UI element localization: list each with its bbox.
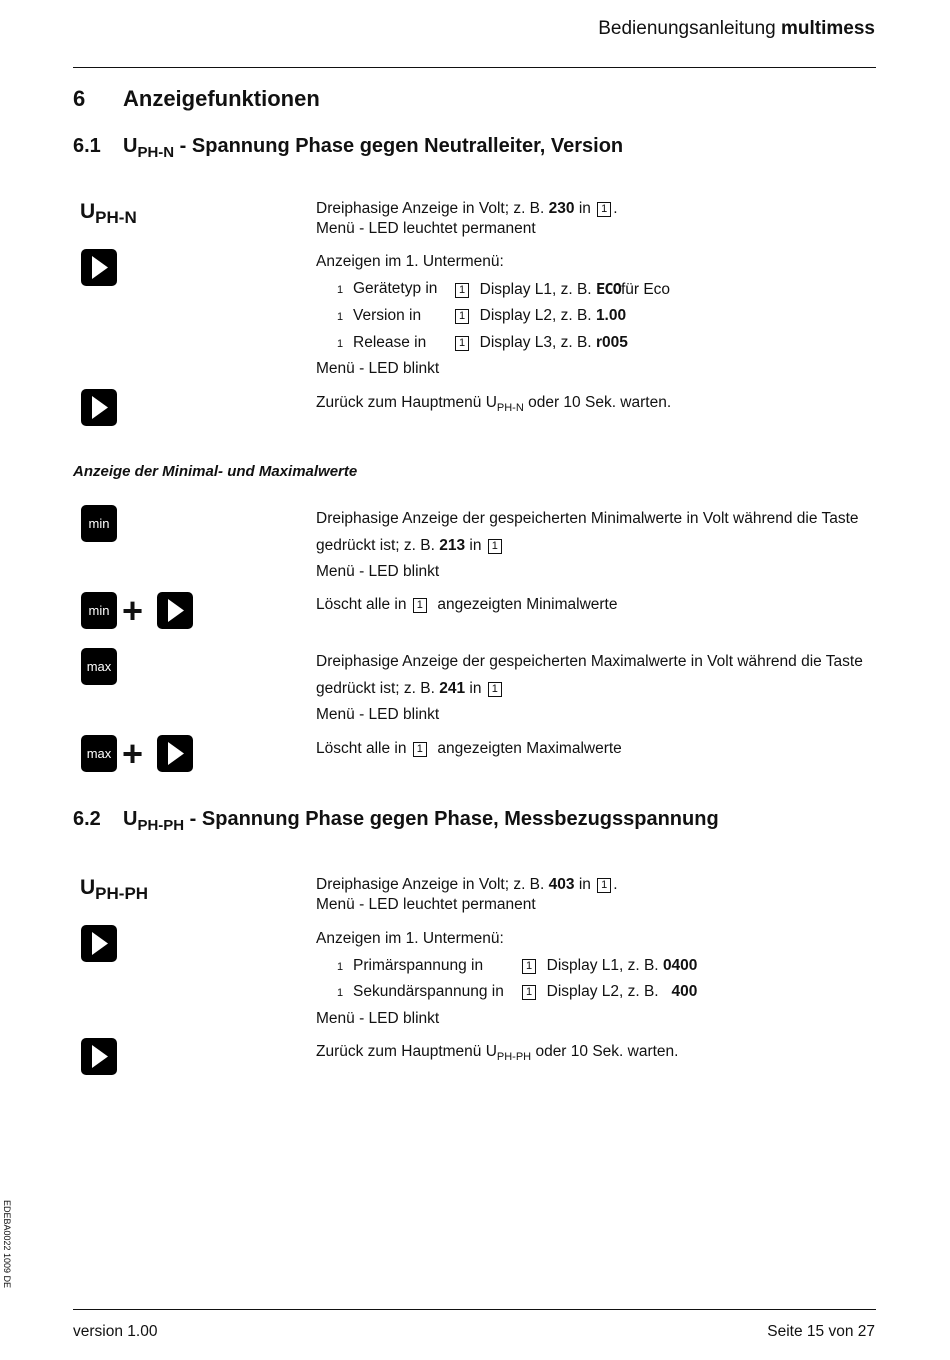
play-arrow-icon <box>81 1038 117 1075</box>
chapter-number: 6 <box>73 86 86 111</box>
bullet: 1 <box>337 284 344 296</box>
display-box-icon: 1 <box>597 202 611 217</box>
max-clear-pre: Löscht alle in <box>316 740 407 757</box>
s2-back-pre: Zurück zum Hauptmenü U <box>316 1043 497 1060</box>
chapter-title: Anzeigefunktionen <box>123 86 320 111</box>
symbol-sub: PH-PH <box>95 884 149 903</box>
symbol-u: U <box>80 200 96 223</box>
next-button[interactable] <box>81 249 117 286</box>
max-button[interactable]: max <box>81 648 117 685</box>
back-button[interactable] <box>81 1038 117 1075</box>
bullet: 1 <box>337 311 344 323</box>
s1-back <box>316 393 671 414</box>
side-document-code: EDEBA0022 1009 DE <box>2 1200 12 1289</box>
display-box-icon: 1 <box>488 682 502 697</box>
s2-item-value: 0400 <box>662 957 698 974</box>
s1-led-blink: Menü - LED blinkt <box>316 360 440 377</box>
min-clear <box>316 595 618 615</box>
s2-line1-post: . <box>613 876 618 893</box>
s2-item-1-label <box>337 956 483 977</box>
s2-back <box>316 1042 678 1063</box>
max-line1: Dreiphasige Anzeige der gespeicherten Maximalwerte in Volt während die Taste <box>316 653 863 670</box>
page-header <box>598 18 875 40</box>
s2-item-display: Display L1, z. B. <box>546 957 659 974</box>
next-button[interactable] <box>81 925 117 962</box>
s2-line1-pre: Dreiphasige Anzeige in Volt; z. B. <box>316 876 545 893</box>
section-1-heading <box>73 135 624 161</box>
min-button[interactable]: min <box>81 505 117 542</box>
s1-line1-post: . <box>613 200 618 217</box>
section-1-title-sub: PH-N <box>137 144 175 161</box>
s1-line1-pre: Dreiphasige Anzeige in Volt; z. B. <box>316 200 545 217</box>
max-line2-pre: gedrückt ist; z. B. <box>316 680 435 697</box>
play-arrow-icon <box>157 735 193 772</box>
bullet: 1 <box>337 961 344 973</box>
display-box-icon: 1 <box>413 598 427 613</box>
symbol-sub: PH-N <box>95 208 137 227</box>
section-2-heading <box>73 808 719 834</box>
s2-item-1-display <box>520 956 697 976</box>
s2-item-label: Primärspannung in <box>353 957 484 974</box>
chapter-heading <box>73 86 320 112</box>
min-line1: Dreiphasige Anzeige der gespeicherten Minimalwerte in Volt während die Taste <box>316 510 859 527</box>
s2-submenu: Anzeigen im 1. Untermenü: <box>316 930 504 947</box>
s1-item-value: 1.00 <box>595 307 627 324</box>
s2-back-post: oder 10 Sek. warten. <box>531 1043 679 1060</box>
min-value: 213 <box>439 537 466 554</box>
s2-back-sub: PH-PH <box>496 1051 532 1063</box>
s2-line1-in: in <box>578 876 591 893</box>
s2-line1 <box>316 875 618 895</box>
display-box-icon: 1 <box>597 878 611 893</box>
min-button[interactable]: min <box>81 592 117 629</box>
section-1-number: 6.1 <box>73 135 101 157</box>
symbol-u: U <box>80 876 96 899</box>
s1-item-value: ECO <box>595 280 621 298</box>
symbol-uph-n <box>80 200 137 227</box>
min-line2-pre: gedrückt ist; z. B. <box>316 537 435 554</box>
s1-item-display: Display L3, z. B. <box>479 334 592 351</box>
footer-page: Seite 15 von 27 <box>767 1323 875 1340</box>
s1-item-3-label <box>337 333 426 354</box>
s2-item-2-label <box>337 982 504 1003</box>
s1-item-1-display <box>453 279 670 300</box>
s1-line1-value: 230 <box>548 200 575 217</box>
play-arrow-icon <box>81 389 117 426</box>
play-arrow-icon <box>157 592 193 629</box>
max-in: in <box>469 680 482 697</box>
s1-line1-in: in <box>578 200 591 217</box>
section-2-title-sub: PH-PH <box>137 817 185 834</box>
min-clear-pre: Löscht alle in <box>316 596 407 613</box>
display-box-icon: 1 <box>488 539 502 554</box>
footer-version: version 1.00 <box>73 1323 158 1340</box>
s1-back-post: oder 10 Sek. warten. <box>523 394 672 411</box>
s2-line2: Menü - LED leuchtet permanent <box>316 896 536 913</box>
display-box-icon: 1 <box>455 309 469 324</box>
display-box-icon: 1 <box>455 336 469 351</box>
section-2-number: 6.2 <box>73 808 101 830</box>
s1-item-value: r005 <box>595 334 628 351</box>
s1-back-sub: PH-N <box>496 402 524 414</box>
minmax-heading: Anzeige der Minimal- und Maximalwerte <box>73 463 358 480</box>
max-clear-post: angezeigten Maximalwerte <box>437 740 622 757</box>
display-box-icon: 1 <box>455 283 469 298</box>
s2-item-2-display <box>520 982 697 1002</box>
section-2-title-rest: - Spannung Phase gegen Phase, Messbezugsspannung <box>184 808 719 830</box>
next-button[interactable] <box>157 592 193 629</box>
s2-item-label: Sekundärspannung in <box>353 983 504 1000</box>
plus-icon: + <box>122 733 144 774</box>
symbol-uph-ph <box>80 876 149 903</box>
s1-item-label: Version in <box>353 307 422 324</box>
s2-item-display: Display L2, z. B. <box>546 983 659 1000</box>
s1-back-pre: Zurück zum Hauptmenü U <box>316 394 497 411</box>
play-arrow-icon <box>81 249 117 286</box>
plus-icon: + <box>122 590 144 631</box>
display-box-icon: 1 <box>522 959 536 974</box>
section-1-title-rest: - Spannung Phase gegen Neutralleiter, Version <box>174 135 624 157</box>
s1-item-1-label <box>337 279 437 300</box>
bullet: 1 <box>337 987 344 999</box>
back-button[interactable] <box>81 389 117 426</box>
header-rule <box>73 67 876 68</box>
s2-line1-value: 403 <box>548 876 575 893</box>
s2-led-blink: Menü - LED blinkt <box>316 1010 440 1027</box>
max-line2 <box>316 679 504 699</box>
s1-item-3-display <box>453 333 628 353</box>
max-value: 241 <box>439 680 466 697</box>
max-clear <box>316 739 622 759</box>
display-box-icon: 1 <box>413 742 427 757</box>
footer-rule <box>73 1309 876 1310</box>
s1-item-label: Release in <box>353 334 427 351</box>
header-title: Bedienungsanleitung <box>598 18 776 39</box>
display-box-icon: 1 <box>522 985 536 1000</box>
min-line2 <box>316 536 504 556</box>
next-button[interactable] <box>157 735 193 772</box>
min-led-blink: Menü - LED blinkt <box>316 563 440 580</box>
section-2-title-u: U <box>123 808 138 830</box>
min-clear-post: angezeigten Minimalwerte <box>437 596 618 613</box>
s1-item-2-label <box>337 306 421 327</box>
s1-item-display: Display L1, z. B. <box>479 281 592 298</box>
s1-submenu: Anzeigen im 1. Untermenü: <box>316 253 504 270</box>
bullet: 1 <box>337 338 344 350</box>
section-1-title-u: U <box>123 135 138 157</box>
s2-item-value: 400 <box>671 983 698 1000</box>
header-brand: multimess <box>781 18 875 39</box>
max-button[interactable]: max <box>81 735 117 772</box>
s1-item-display: Display L2, z. B. <box>479 307 592 324</box>
play-arrow-icon <box>81 925 117 962</box>
s1-line1 <box>316 199 618 219</box>
s1-item-label: Gerätetyp in <box>353 280 438 297</box>
s1-item-suffix: für Eco <box>620 281 671 298</box>
min-in: in <box>469 537 482 554</box>
max-led-blink: Menü - LED blinkt <box>316 706 440 723</box>
s1-line2: Menü - LED leuchtet permanent <box>316 220 536 237</box>
s1-item-2-display <box>453 306 626 326</box>
